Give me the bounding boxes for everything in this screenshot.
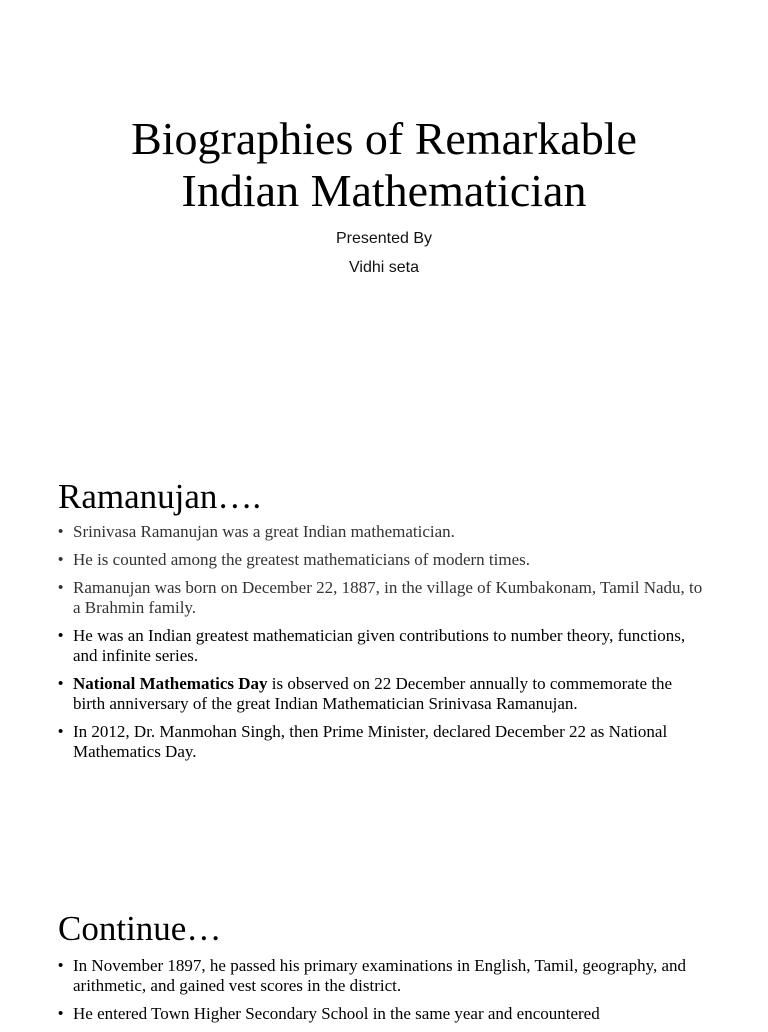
bullet-icon: •: [58, 551, 64, 568]
bullet-item: [58, 578, 708, 618]
bullet-icon: •: [58, 579, 64, 596]
bullet-icon: •: [58, 723, 64, 740]
presented-by-label: Presented By: [335, 230, 433, 247]
bullet-item: [58, 522, 708, 542]
bullet-icon: •: [58, 1005, 64, 1022]
bullet-text: He is counted among the greatest mathematicians of modern times.: [73, 550, 530, 569]
continue-slide: [0, 864, 768, 1024]
title-slide: [0, 0, 768, 432]
bullet-icon: •: [58, 957, 64, 974]
bullet-icon: •: [58, 523, 64, 540]
ramanujan-heading: Ramanujan….: [58, 477, 262, 516]
bullet-text: He was an Indian greatest mathematician given contributions to number theory, functions, and infinite series.: [73, 626, 686, 665]
title-line-1: Biographies of Remarkable: [131, 113, 637, 164]
bullet-icon: •: [58, 675, 64, 692]
presenter-name: Vidhi seta: [349, 259, 419, 276]
continue-heading: Continue…: [58, 909, 222, 948]
ramanujan-bullet-list: [58, 522, 708, 770]
bullet-item: [58, 722, 708, 762]
bullet-item: [58, 1004, 708, 1024]
bullet-text: [73, 674, 672, 713]
presentation-title: [0, 113, 768, 217]
bullet-text: Ramanujan was born on December 22, 1887, in the village of Kumbakonam, Tamil Nadu, to a Brahmin family.: [73, 578, 703, 617]
bullet-item: [58, 674, 708, 714]
bullet-text: Srinivasa Ramanujan was a great Indian mathematician.: [73, 522, 455, 541]
bullet-text: He entered Town Higher Secondary School in the same year and encountered: [73, 1004, 600, 1023]
ramanujan-slide: [0, 432, 768, 864]
continue-bullet-list: [58, 956, 708, 1032]
title-line-2: Indian Mathematician: [181, 165, 587, 216]
bullet-icon: •: [58, 627, 64, 644]
bullet-item: [58, 956, 708, 996]
bullet-text: In 2012, Dr. Manmohan Singh, then Prime Minister, declared December 22 as National Mathematics Day.: [73, 722, 668, 761]
bullet-rest-text: is observed on 22 December annually to commemorate the birth anniversary of the great Indian Mathematician Srinivasa Ramanujan.: [73, 674, 673, 713]
bullet-item: [58, 550, 708, 570]
bullet-bold-text: National Mathematics Day: [73, 674, 268, 693]
bullet-item: [58, 626, 708, 666]
bullet-text: In November 1897, he passed his primary examinations in English, Tamil, geography, and arithmetic, and gained vest scores in the district.: [73, 956, 687, 995]
